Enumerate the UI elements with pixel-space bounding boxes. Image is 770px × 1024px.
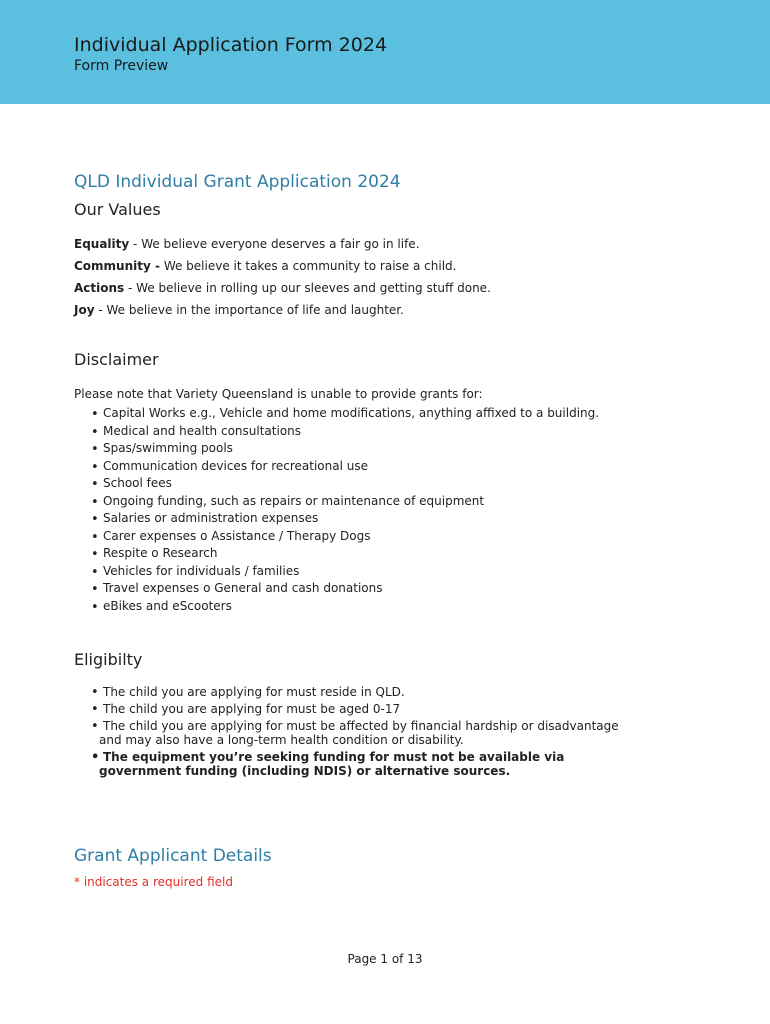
disclaimer-heading: Disclaimer [74,350,159,369]
value-term: Actions [74,281,125,295]
list-item: • Salaries or administration expenses [74,510,704,528]
form-title: Individual Application Form 2024 [74,34,388,56]
value-text: We believe it takes a community to raise a child. [163,259,457,273]
value-term: Community - [74,259,160,273]
eligibility-heading: Eligibilty [74,650,143,669]
list-item: • Carer expenses o Assistance / Therapy Dogs [74,528,704,546]
list-item: • The child you are applying for must be affected by financial hardship or disadvantage and may also have a long-term health condition or disability. [74,719,704,747]
list-item: • Medical and health consultations [74,423,704,441]
eligibility-list [74,685,704,778]
list-item: • Communication devices for recreational use [74,458,704,476]
value-text: We believe everyone deserves a fair go in life. [141,237,420,251]
value-item: Actions - We believe in rolling up our sleeves and getting stuff done. [74,281,491,295]
list-item: • Vehicles for individuals / families [74,563,704,581]
list-item: • The child you are applying for must reside in QLD. [74,685,704,699]
values-heading: Our Values [74,200,161,219]
list-item: • School fees [74,475,704,493]
form-content [74,170,704,890]
list-item: • Spas/swimming pools [74,440,704,458]
page-header [0,0,770,104]
form-subtitle: Form Preview [74,58,169,74]
applicant-heading: Grant Applicant Details [74,846,272,866]
value-term: Joy [74,303,95,317]
list-item: • The child you are applying for must be aged 0-17 [74,702,704,716]
values-list [74,233,704,321]
list-item: • Ongoing funding, such as repairs or maintenance of equipment [74,493,704,511]
required-note: * indicates a required field [74,875,233,889]
disclaimer-intro: Please note that Variety Queensland is unable to provide grants for: [74,387,483,401]
value-term: Equality [74,237,130,251]
value-item: Equality - We believe everyone deserves a fair go in life. [74,237,420,251]
list-item: • The equipment you’re seeking funding for must not be available via government funding (including NDIS) or alternative sources. [74,750,704,778]
value-text: We believe in rolling up our sleeves and getting stuff done. [136,281,491,295]
list-item: • eBikes and eScooters [74,598,704,616]
value-item [74,255,704,277]
list-item: • Respite o Research [74,545,704,563]
list-item: • Travel expenses o General and cash donations [74,580,704,598]
section-title: QLD Individual Grant Application 2024 [74,172,401,192]
disclaimer-list [74,405,704,615]
page-number: Page 1 of 13 [347,952,423,966]
list-item: • Capital Works e.g., Vehicle and home modifications, anything affixed to a building. [74,405,704,423]
value-text: We believe in the importance of life and laughter. [106,303,404,317]
value-item: Joy - We believe in the importance of life and laughter. [74,303,404,317]
